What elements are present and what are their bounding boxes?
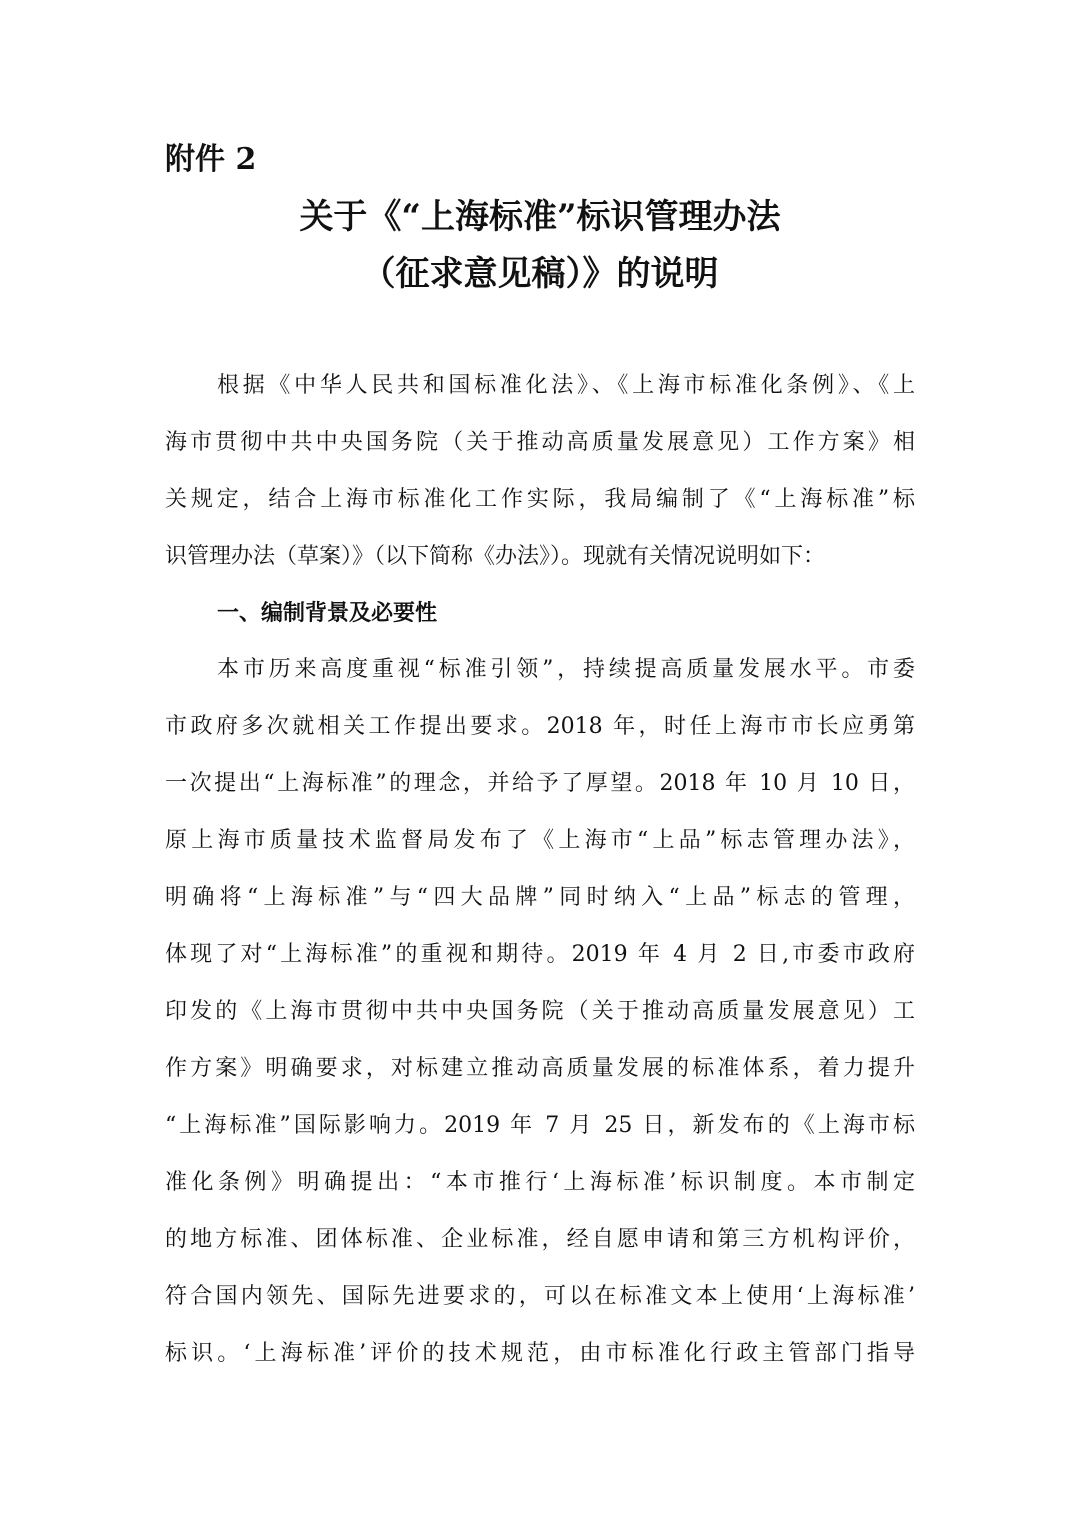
section-heading: 一、编制背景及必要性 — [217, 600, 438, 626]
document-title-line-1: 关于《“上海标准”标识管理办法 — [299, 197, 781, 237]
paragraph-2-line: “上海标准”国际影响力。2019 年 7 月 25 日，新发布的《上海市标 — [165, 1113, 915, 1138]
paragraph-1-line: 识管理办法（草案）》（以下简称《办法》）。现就有关情况说明如下： — [165, 544, 826, 569]
paragraph-2-line: 标识。‘上海标准’评价的技术规范，由市标准化行政主管部门指导 — [165, 1341, 915, 1366]
paragraph-2-line: 本市历来高度重视“标准引领”，持续提高质量发展水平。市委 — [217, 657, 915, 682]
paragraph-2-line: 印发的《上海市贯彻中共中央国务院（关于推动高质量发展意见）工 — [165, 999, 915, 1024]
paragraph-2-line: 作方案》明确要求，对标建立推动高质量发展的标准体系，着力提升 — [165, 1056, 915, 1081]
document-title-line-2: （征求意见稿）》的说明 — [361, 254, 719, 294]
paragraph-2-line: 的地方标准、团体标准、企业标准，经自愿申请和第三方机构评价， — [165, 1227, 915, 1252]
paragraph-2-line: 一次提出“上海标准”的理念，并给予了厚望。2018 年 10 月 10 日， — [165, 771, 915, 796]
paragraph-2-line: 明确将“上海标准”与“四大品牌”同时纳入“上品”标志的管理， — [165, 885, 915, 910]
paragraph-1-line: 海市贯彻中共中央国务院（关于推动高质量发展意见）工作方案》相 — [165, 430, 915, 455]
paragraph-1-line: 关规定，结合上海市标准化工作实际，我局编制了《“上海标准”标 — [165, 487, 915, 512]
paragraph-2-line: 体现了对“上海标准”的重视和期待。2019 年 4 月 2 日,市委市政府 — [165, 942, 915, 967]
attachment-label: 附件 2 — [165, 142, 257, 177]
paragraph-1-line: 根据《中华人民共和国标准化法》、《上海市标准化条例》、《上 — [217, 373, 915, 398]
paragraph-2-line: 符合国内领先、国际先进要求的，可以在标准文本上使用‘上海标准’ — [165, 1284, 915, 1309]
paragraph-2-line: 原上海市质量技术监督局发布了《上海市“上品”标志管理办法》， — [165, 828, 915, 853]
paragraph-2-line: 市政府多次就相关工作提出要求。2018 年，时任上海市市长应勇第 — [165, 714, 915, 739]
paragraph-2-line: 准化条例》明确提出：“本市推行‘上海标准’标识制度。本市制定 — [165, 1170, 915, 1195]
